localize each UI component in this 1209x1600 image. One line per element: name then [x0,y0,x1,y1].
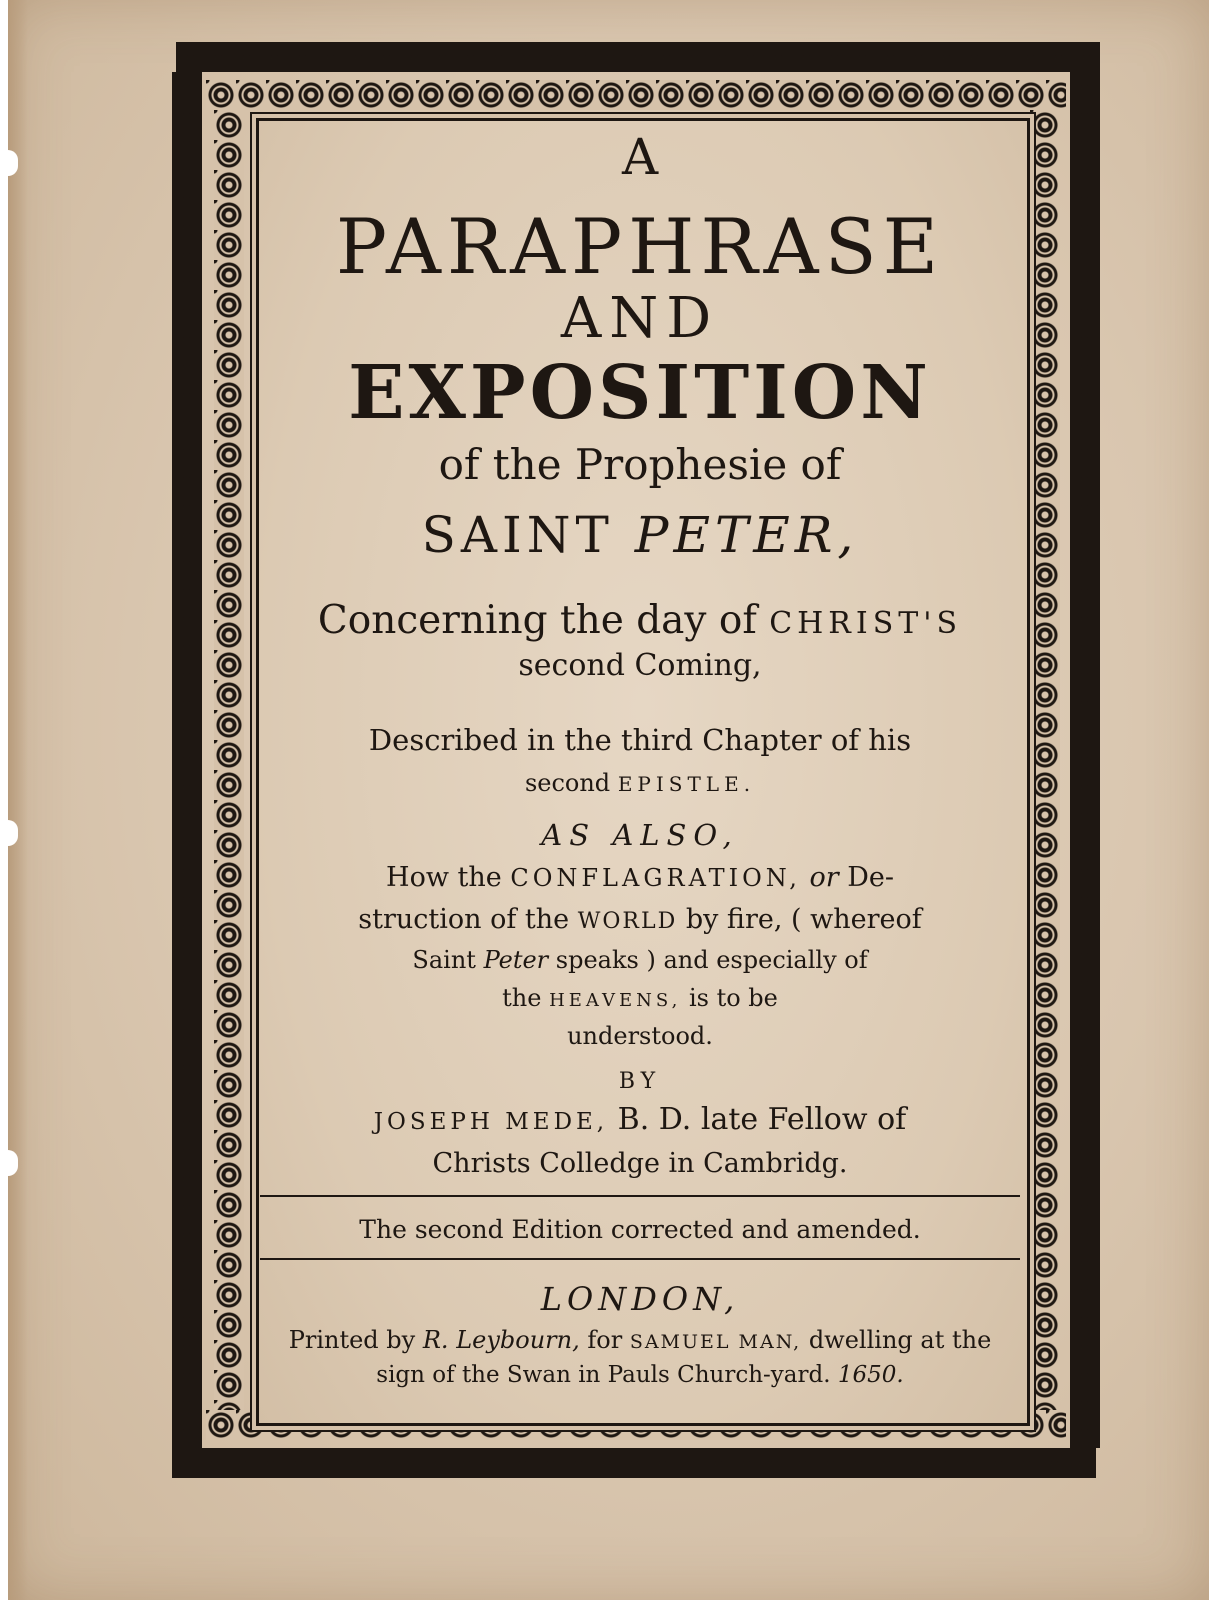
subtitle-concerning [256,598,1024,643]
subtitle-described: Described in the third Chapter of his [368,723,912,757]
also-how-the: How the [386,862,502,893]
title-block [256,118,1024,1420]
imprint-line-1 [256,1326,1024,1354]
subtitle-concerning-text: Concerning the day of [317,598,757,643]
title-peter: PETER, [634,506,859,564]
subtitle-christs: CHRIST'S [769,606,963,641]
border-fleur-right [1070,72,1100,1448]
border-rosette-top [206,80,1066,110]
border-fleur-top [176,42,1100,72]
title-saint: SAINT [421,506,614,564]
also-speaks: speaks ) and especially of [555,946,868,974]
imprint-printer: R. Leybourn, [422,1326,580,1354]
also-heading: AS ALSO, [541,818,739,852]
also-line-3 [256,946,1024,974]
author-degree: B. D. late Fellow of [617,1102,907,1137]
also-line-1 [256,862,1024,893]
title-and: AND [560,286,720,351]
title-exposition: EXPOSITION [348,350,932,436]
also-understood: understood. [567,1022,713,1050]
imprint-city: LONDON, [540,1280,740,1318]
also-struction: struction of the [358,904,570,935]
author-name: JOSEPH MEDE, [373,1109,609,1135]
also-the: the [502,984,542,1012]
divider-bottom [260,1258,1020,1260]
divider-top [260,1195,1020,1197]
title-a: A [621,128,659,186]
border-fleur-bottom [172,1448,1096,1478]
also-heavens: HEAVENS, [549,990,682,1011]
imprint-dwelling: dwelling at the [808,1326,992,1354]
subtitle-second: second [524,769,611,797]
imprint-line-2 [256,1362,1024,1388]
also-saint: Saint [412,946,476,974]
title-saint-peter [256,506,1024,564]
also-de: De- [847,862,894,893]
border-fleur-left [172,72,202,1448]
subtitle-second-epistle [256,769,1024,797]
edition-note: The second Edition corrected and amended. [359,1215,921,1244]
imprint-sign: sign of the Swan in Pauls Church-yard. [376,1362,831,1388]
subtitle-second-coming: second Coming, [518,648,762,683]
also-is-to-be: is to be [688,984,778,1012]
also-peter: Peter [483,946,549,974]
title-of-the-prophesie: of the Prophesie of [438,440,842,489]
author-by: BY [618,1069,662,1094]
border-rosette-right [1030,110,1060,1410]
imprint-printed-by: Printed by [288,1326,416,1354]
also-or: or [809,862,839,893]
title-paraphrase: PARAPHRASE [335,202,945,291]
author-line-1 [256,1102,1024,1137]
also-line-2 [256,904,1024,935]
also-line-4 [256,984,1024,1012]
imprint-for: for [587,1326,623,1354]
also-conflagration: CONFLAGRATION, [510,864,801,892]
subtitle-epistle: EPISTLE. [617,772,756,796]
border-rosette-left [214,110,244,1410]
also-world: WORLD [577,909,678,934]
also-by-fire: by fire, ( whereof [685,904,922,935]
imprint-year: 1650. [837,1362,904,1388]
page-edge [8,0,28,1600]
author-college: Christs Colledge in Cambridg. [432,1148,848,1179]
imprint-bookseller: SAMUEL MAN, [629,1331,802,1353]
